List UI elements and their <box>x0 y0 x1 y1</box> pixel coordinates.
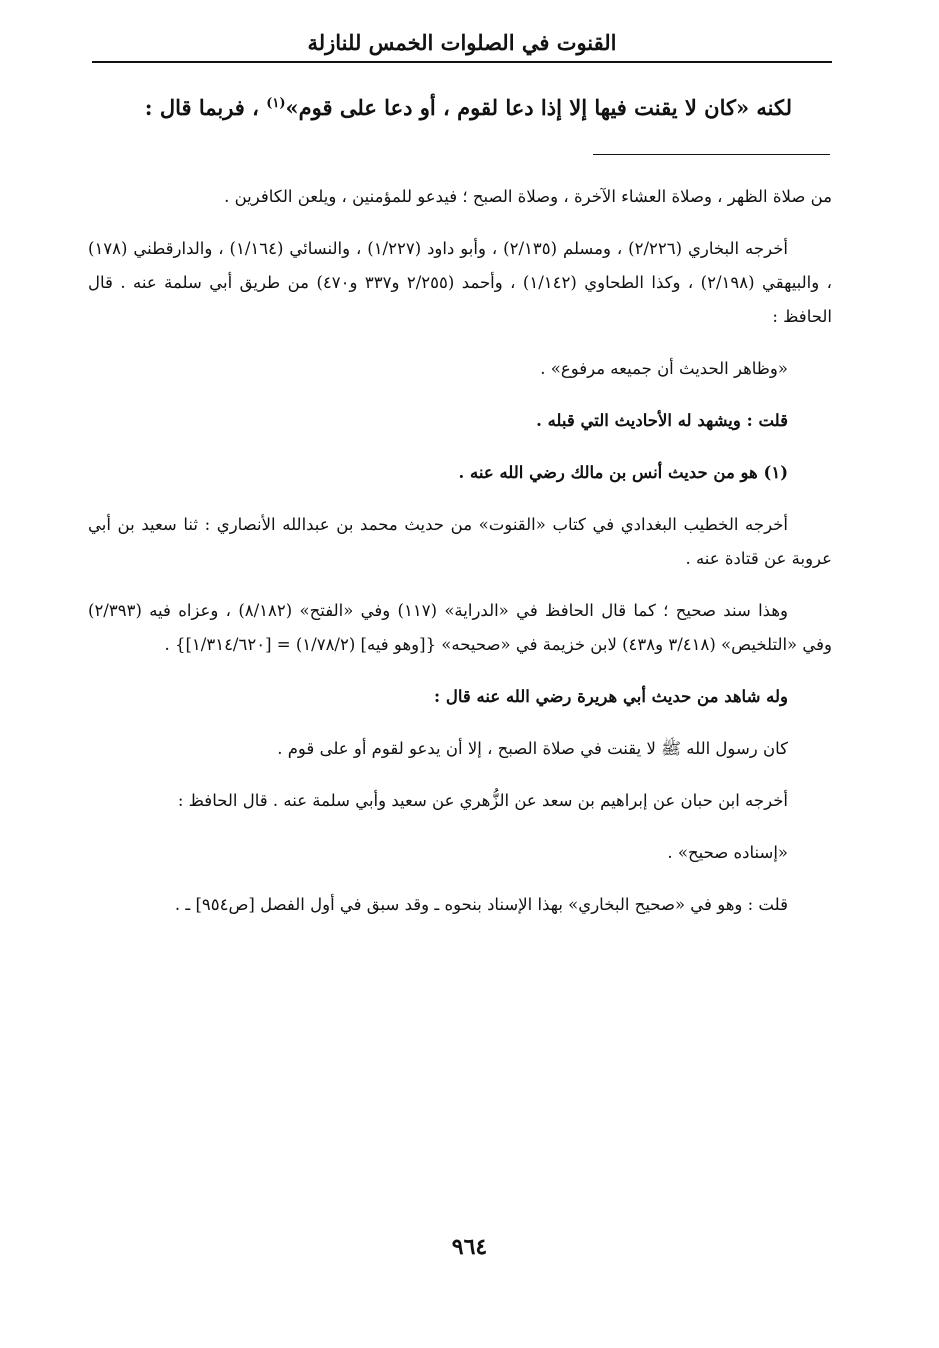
footnote-paragraph-quote-isnad: «إسناده صحيح» . <box>667 843 788 862</box>
main-text <box>92 88 792 128</box>
footnote-marker: (١) <box>266 96 286 111</box>
main-text-quote: لكنه «كان لا يقنت فيها إلا إذا دعا لقوم ، أو دعا على قوم» <box>285 95 792 120</box>
footnote-paragraph-quote: «وظاهر الحديث أن جميعه مرفوع» . <box>540 359 788 378</box>
footnote-paragraph-isnad: وهذا سند صحيح ؛ كما قال الحافظ في «الدراية» (١١٧) وفي «الفتح» (٨/١٨٢) ، وعزاه فيه (٢/٣٩٣) وفي «التلخيص» (٣/٤١٨ و٤٣٨) لابن خزيمة في «صحيحه» {[وهو فيه] (١/٧٨/٢) = [١/٣١٤/٦٢٠]} . <box>88 601 832 654</box>
footnote-paragraph-hadith: كان رسول الله ﷺ لا يقنت في صلاة الصبح ، إلا أن يدعو لقوم أو على قوم . <box>277 739 788 758</box>
header-rule <box>92 61 832 63</box>
footnote-paragraph-comment: قلت : ويشهد له الأحاديث التي قبله . <box>536 411 788 430</box>
footnotes-section <box>88 180 832 922</box>
running-title: القنوت في الصلوات الخمس للنازلة <box>307 30 617 55</box>
footnote-paragraph-shahid: وله شاهد من حديث أبي هريرة رضي الله عنه قال : <box>434 687 788 706</box>
main-text-tail: ، فربما قال : <box>144 95 267 120</box>
footnote-paragraph-final: قلت : وهو في «صحيح البخاري» بهذا الإسناد بنحوه ـ وقد سبق في أول الفصل [ص٩٥٤] ـ . <box>174 895 788 914</box>
footnote-paragraph-ibn-hibban: أخرجه ابن حبان عن إبراهيم بن سعد عن الزُّهري عن سعيد وأبي سلمة عنه . قال الحافظ : <box>177 791 788 810</box>
page-number: ٩٦٤ <box>451 1234 488 1260</box>
footnote-separator <box>593 154 830 155</box>
footnote-one-heading: (١) هو من حديث أنس بن مالك رضي الله عنه . <box>458 463 788 482</box>
footnote-paragraph-continuation: من صلاة الظهر ، وصلاة العشاء الآخرة ، وصلاة الصبح ؛ فيدعو للمؤمنين ، ويلعن الكافرين . <box>224 187 832 206</box>
footnote-paragraph-khatib: أخرجه الخطيب البغدادي في كتاب «القنوت» من حديث محمد بن عبدالله الأنصاري : ثنا سعيد بن أبي عروبة عن قتادة عنه . <box>88 515 832 568</box>
footnote-paragraph-takhrij: أخرجه البخاري (٢/٢٢٦) ، ومسلم (٢/١٣٥) ، وأبو داود (١/٢٢٧) ، والنسائي (١/١٦٤) ، والدارقطني (١٧٨) ، والبيهقي (٢/١٩٨) ، وكذا الطحاوي (١/١٤٢) ، وأحمد (٢/٢٥٥ و٣٣٧ و٤٧٠) من طريق أبي سلمة عنه . قال الحافظ : <box>88 239 832 326</box>
